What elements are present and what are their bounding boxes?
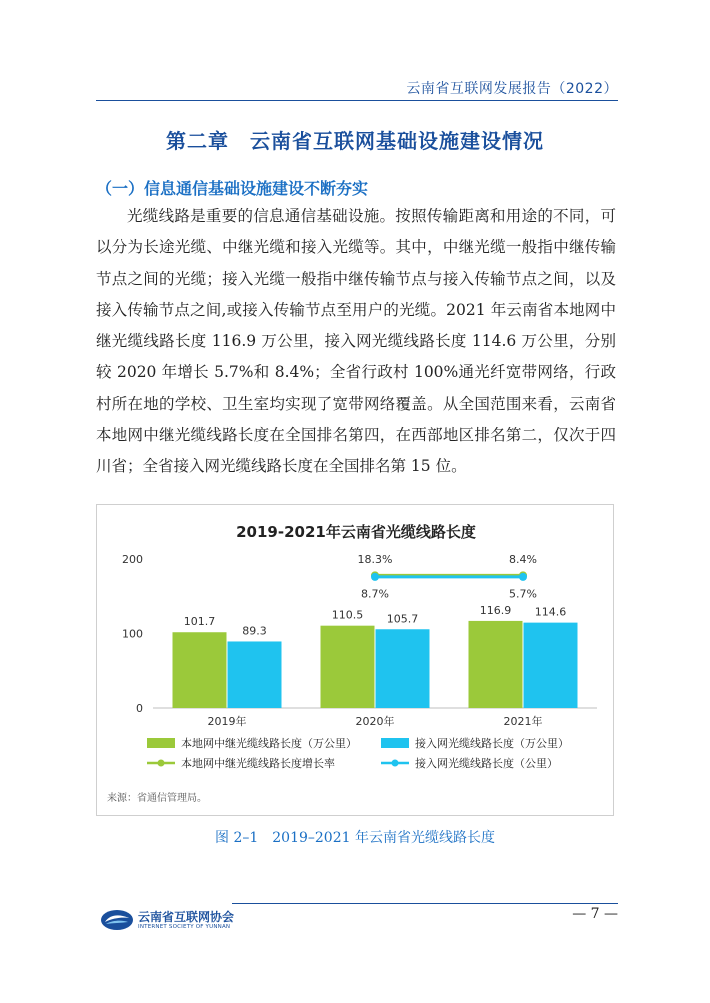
growth-rate-label: 8.7% bbox=[361, 587, 389, 601]
y-tick-label: 0 bbox=[136, 702, 143, 715]
chart-container bbox=[96, 504, 614, 816]
legend-label: 接入网光缆线路长度（万公里） bbox=[415, 737, 569, 750]
legend-label: 接入网光缆线路长度（公里） bbox=[415, 757, 558, 770]
logo-cn-text: 云南省互联网协会 bbox=[138, 910, 235, 924]
x-tick-label: 2021年 bbox=[503, 715, 543, 728]
page-number: — 7 — bbox=[572, 906, 618, 922]
association-logo bbox=[100, 906, 260, 936]
legend-swatch bbox=[381, 738, 409, 748]
legend-swatch bbox=[147, 738, 175, 748]
growth-rate-label: 18.3% bbox=[357, 552, 393, 566]
section-title: （一）信息通信基础设施建设不断夯实 bbox=[96, 179, 369, 198]
growth-rate-label: 5.7% bbox=[509, 587, 537, 601]
header-title: 云南省互联网发展报告（2022） bbox=[406, 81, 618, 97]
growth-rate-label: 8.4% bbox=[509, 552, 537, 566]
y-tick-label: 100 bbox=[122, 627, 143, 641]
bar-value-label: 116.9 bbox=[479, 603, 512, 617]
chart-svg bbox=[97, 505, 615, 817]
x-tick-label: 2019年 bbox=[207, 715, 247, 728]
body-text bbox=[96, 201, 616, 483]
bar-relay bbox=[321, 626, 375, 708]
y-tick-label: 200 bbox=[122, 553, 143, 566]
bar-value-label: 110.5 bbox=[331, 608, 364, 622]
body-paragraph: 光缆线路是重要的信息通信基础设施。按照传输距离和用途的不同，可以分为长途光缆、中继光缆和接入光缆等。其中，中继光缆一般指中继传输节点之间的光缆；接入光缆一般指中继传输节点与接入传输节点之间，以及接入传输节点之间,或接入传输节点至用户的光缆。2021 年云南省本地网中继光缆线路长度 116.9 万公里，接入网光缆线路长度 114.6 万公里，分别较 2020 年增长 5.7%和 8.4%；全省行政村 100%通光纤宽带网络，行政村所在地的学校、卫生室均实现了宽带网络覆盖。从全国范围来看，云南省本地网中继光缆线路长度在全国排名第四，在西部地区排名第二，仅次于四川省；全省接入网光缆线路长度在全国排名第 15 位。 bbox=[96, 207, 616, 476]
chart-title: 2019-2021年云南省光缆线路长度 bbox=[236, 523, 476, 541]
header-divider bbox=[96, 100, 618, 101]
bar-access bbox=[228, 641, 282, 708]
logo-en-text: INTERNET SOCIETY OF YUNNAN bbox=[138, 924, 231, 930]
association-logo-icon bbox=[100, 908, 134, 932]
bar-value-label: 89.3 bbox=[242, 624, 267, 638]
legend-label: 本地网中继光缆线路长度（万公里） bbox=[181, 737, 357, 750]
bar-value-label: 101.7 bbox=[183, 615, 216, 629]
bar-value-label: 105.7 bbox=[386, 612, 419, 626]
legend-swatch-marker bbox=[158, 760, 165, 767]
bar-relay bbox=[173, 632, 227, 708]
bar-value-label: 114.6 bbox=[534, 605, 567, 619]
growth-point-access bbox=[519, 573, 527, 581]
legend-swatch-marker bbox=[392, 760, 399, 767]
figure-caption: 图 2–1 2019–2021 年云南省光缆线路长度 bbox=[215, 830, 495, 846]
x-tick-label: 2020年 bbox=[355, 715, 395, 728]
legend-label: 本地网中继光缆线路长度增长率 bbox=[181, 757, 335, 770]
bar-relay bbox=[469, 621, 523, 708]
footer-divider bbox=[232, 903, 618, 904]
bar-access bbox=[524, 623, 578, 708]
chapter-title: 第二章 云南省互联网基础设施建设情况 bbox=[166, 129, 544, 153]
bar-access bbox=[376, 629, 430, 708]
growth-point-access bbox=[371, 573, 379, 581]
chart-source: 来源：省通信管理局。 bbox=[107, 793, 207, 804]
